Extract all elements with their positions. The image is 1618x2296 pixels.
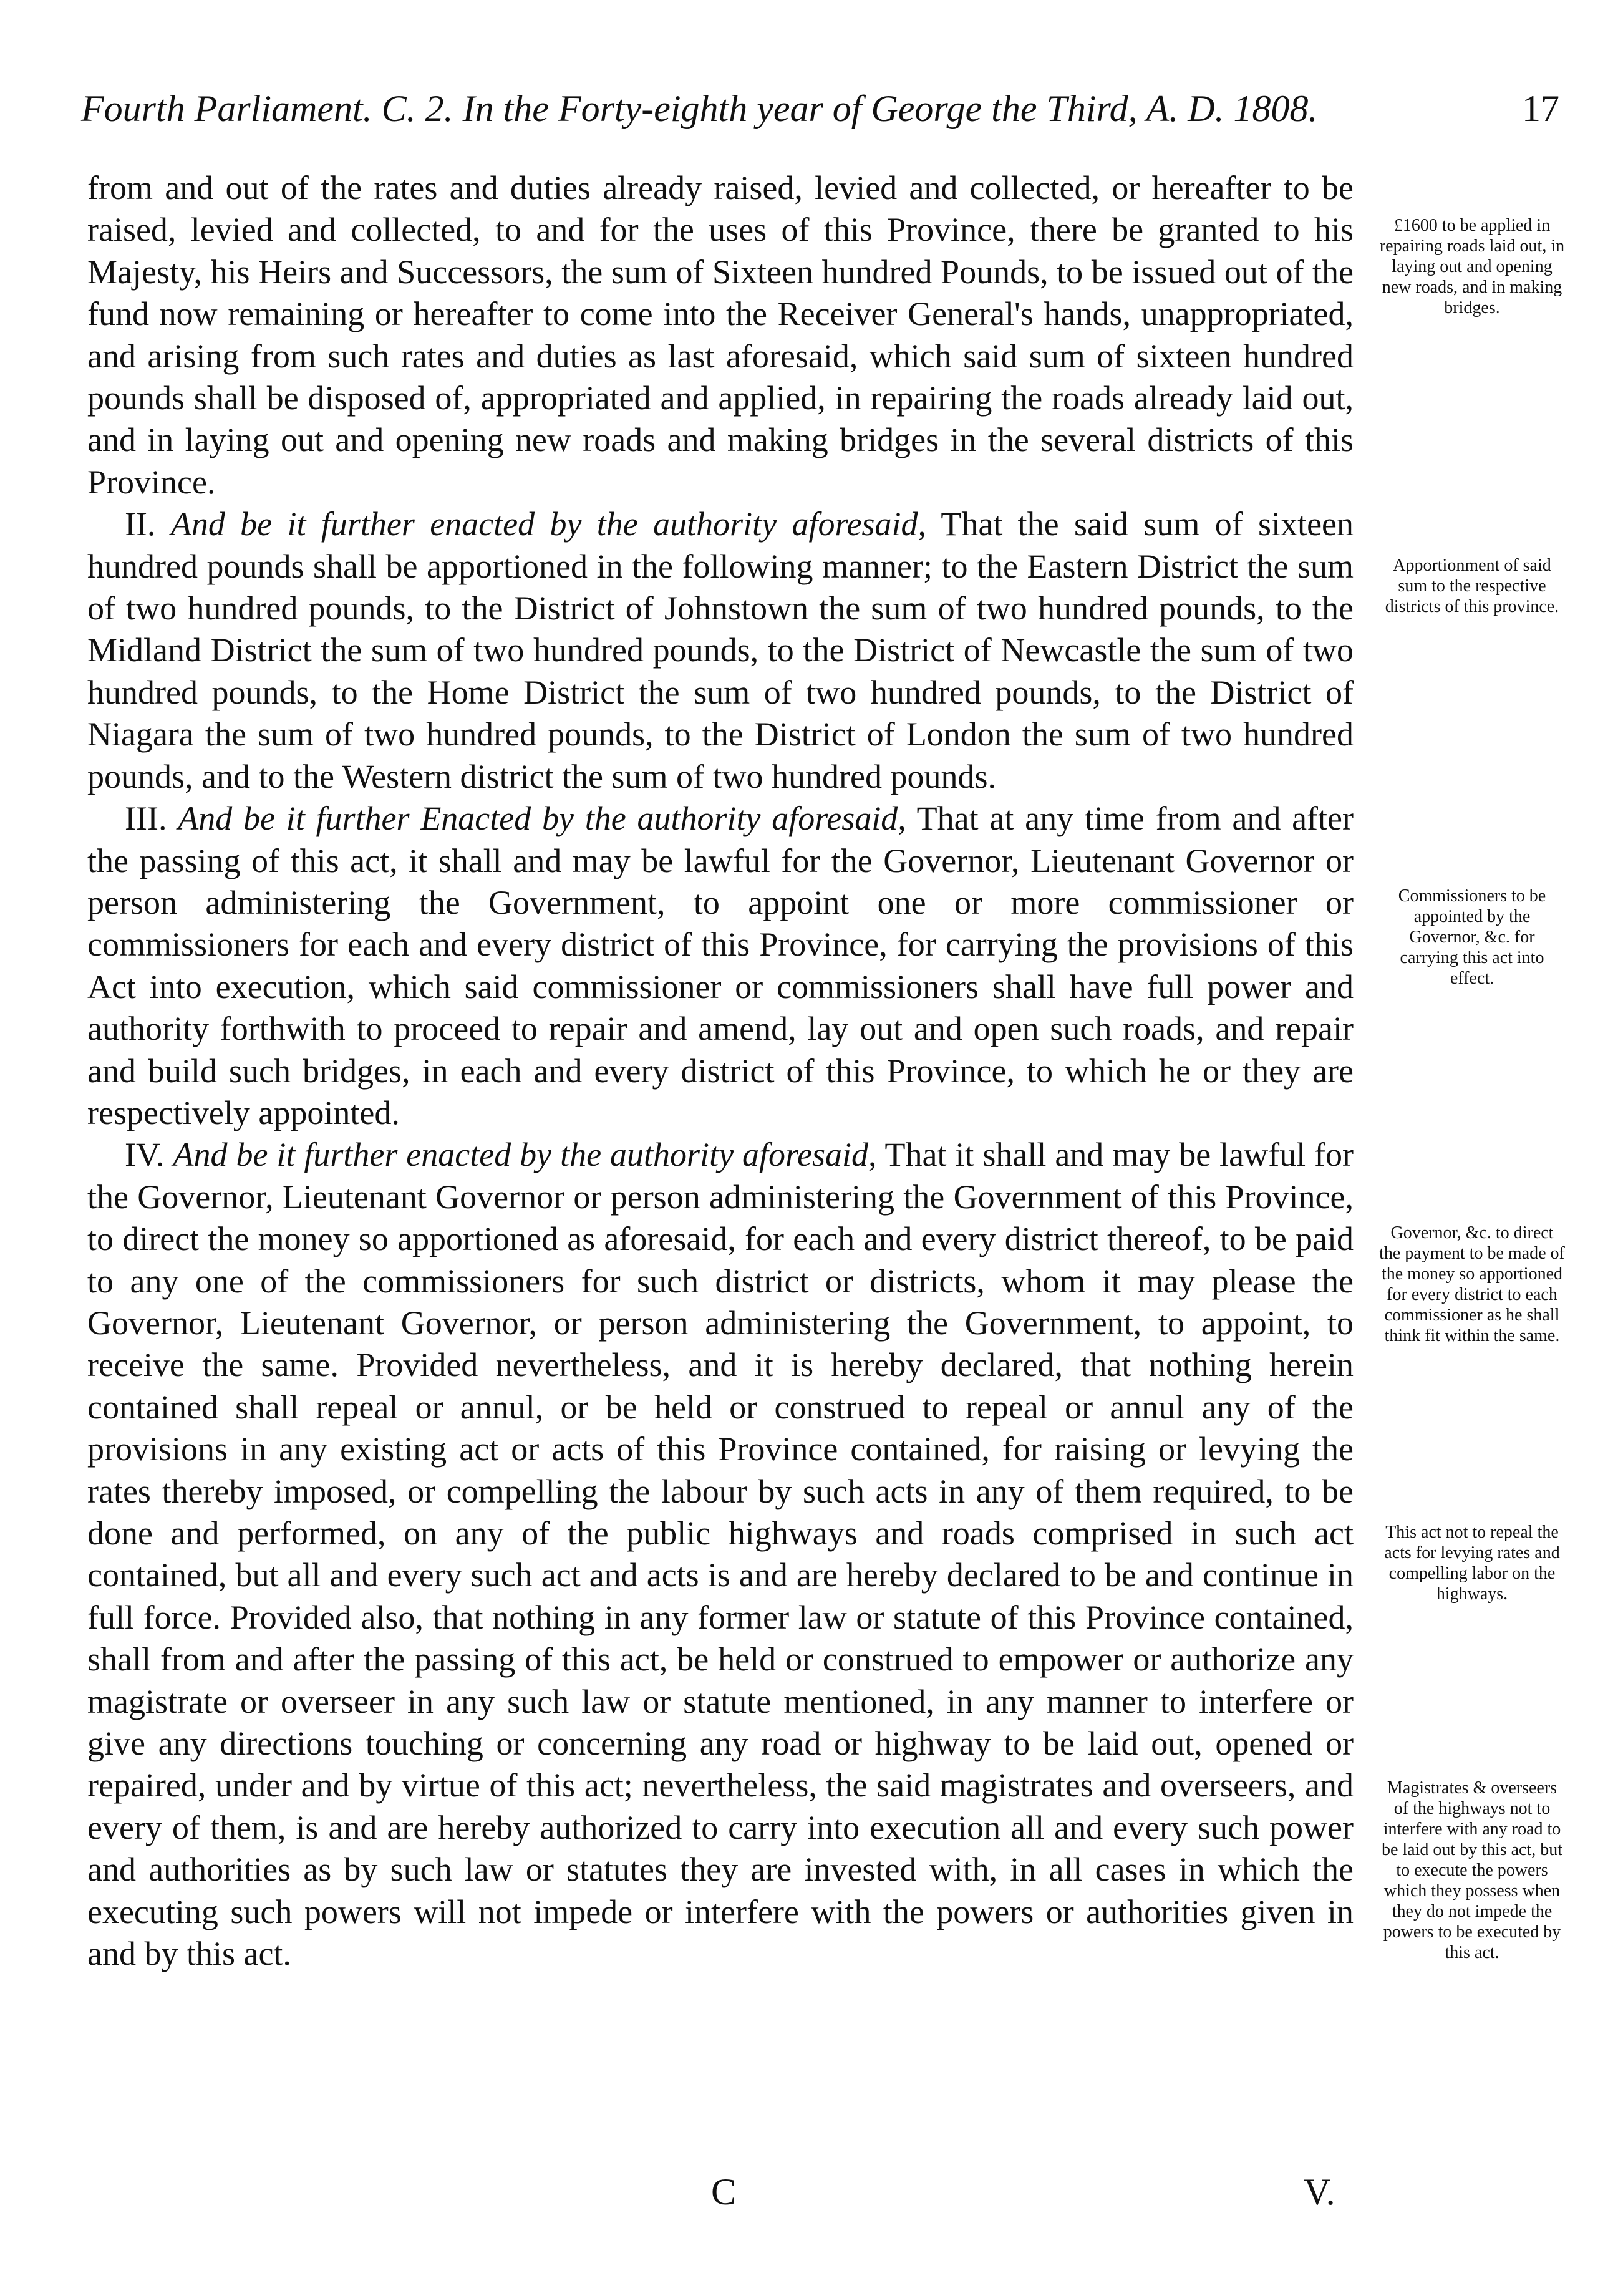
- marginal-note: Commissioners to be appointed by the Governor, &c. for carrying this act into effect.: [1398, 886, 1546, 988]
- marginal-note: Apportionment of said sum to the respective districts of this province.: [1385, 556, 1559, 616]
- running-title: Fourth Parliament. C. 2. In the Forty-eighth year of George the Third, A. D. 1808.: [81, 88, 1318, 129]
- section-number: IV.: [125, 1136, 165, 1174]
- marginal-note: Governor, &c. to direct the payment to be made of the money so apportioned for every district to each commissioner as he shall think fit within the same.: [1379, 1223, 1565, 1345]
- section-text: That the said sum of sixteen hundred pounds shall be apportioned in the following manner; to the Eastern District the sum of two hundred pounds, to the District of Johnstown the sum of two hundred pounds, to the Midland District the sum of two hundred pounds, to the District of Newcastle the sum of two hundred pounds, to the Home District the sum of two hundred pounds, to the District of Niagara the sum of two hundred pounds, to the District of London the sum of two hundred pounds, and to the Western district the sum of two hundred pounds.: [87, 505, 1354, 795]
- body-text: [87, 167, 1354, 1975]
- signature-mark: C: [711, 2171, 737, 2212]
- section-ii: [87, 503, 1354, 798]
- marginal-note: £1600 to be applied in repairing roads laid out, in laying out and opening new roads, and in making bridges.: [1379, 216, 1565, 317]
- section-iii: [87, 798, 1354, 1134]
- section-lead: And be it further Enacted by the authority aforesaid,: [178, 800, 906, 838]
- section-number: III.: [125, 800, 167, 838]
- section-iv: [87, 1134, 1354, 1975]
- section-text: That it shall and may be lawful for the Governor, Lieutenant Governor or person administering the Government of this Province, to direct the money so apportioned as aforesaid, for each and every district thereof, to be paid to any one of the commissioners for such district or districts, whom it may please the Governor, Lieutenant Governor, or person administering the Government, to appoint, to receive the same. Provided nevertheless, and it is hereby declared, that nothing herein contained shall repeal or annul, or be held or construed to repeal or annul any of the provisions in any existing act or acts of this Province contained, for raising or levying the rates thereby imposed, or compelling the labour by such acts in any of them required, to be done and performed, on any of the public highways and roads comprised in such act contained, but all and every such act and acts is and are hereby declared to be and continue in full force. Provided also, that nothing in any former law or statute of this Province contained, shall from and after the passing of this act, be held or construed to empower or authorize any magistrate or overseer in any such law or statute mentioned, in any manner to interfere or give any directions touching or concerning any road or highway to be laid out, opened or repaired, under and by virtue of this act; nevertheless, the said magistrates and overseers, and every of them, is and are hereby authorized to carry into execution all and every such power and authorities as by such law or statutes they are invested with, in all cases in which the executing such powers will not impede or interfere with the powers or authorities given in and by this act.: [87, 1136, 1354, 1973]
- marginal-note: Magistrates & overseers of the highways not to interfere with any road to be laid out by this act, but to execute the powers which they possess when they do not impede the powers to be executed by this act.: [1381, 1778, 1563, 1962]
- paragraph-continuation: [87, 167, 1354, 503]
- running-header: [81, 87, 1559, 156]
- section-lead: And be it further enacted by the authority aforesaid,: [173, 1136, 877, 1174]
- paragraph-text: from and out of the rates and duties already raised, levied and collected, or hereafter to be raised, levied and collected, to and for the uses of this Province, there be granted to his Majesty, his Heirs and Successors, the sum of Sixteen hundred Pounds, to be issued out of the fund now remaining or hereafter to come into the Receiver General's hands, unappropriated, and arising from such rates and duties as last aforesaid, which said sum of sixteen hundred pounds shall be disposed of, appropriated and applied, in repairing the roads already laid out, and in laying out and opening new roads and making bridges in the several districts of this Province.: [87, 169, 1354, 501]
- page-number: 17: [1522, 88, 1559, 129]
- section-lead: And be it further enacted by the authority aforesaid,: [170, 505, 926, 543]
- marginal-note: This act not to repeal the acts for levying rates and compelling labor on the highways.: [1384, 1523, 1560, 1604]
- section-text: That at any time from and after the passing of this act, it shall and may be lawful for the Governor, Lieutenant Governor or person administering the Government, to appoint one or more commissioner or commissioners for each and every district of this Province, for carrying the provisions of this Act into execution, which said commissioner or commissioners shall have full power and authority forthwith to proceed to repair and amend, lay out and open such roads, and repair and build such bridges, in each and every district of this Province, to which he or they are respectively appointed.: [87, 800, 1354, 1131]
- section-number: II.: [125, 505, 156, 543]
- catchword: V.: [1304, 2171, 1335, 2212]
